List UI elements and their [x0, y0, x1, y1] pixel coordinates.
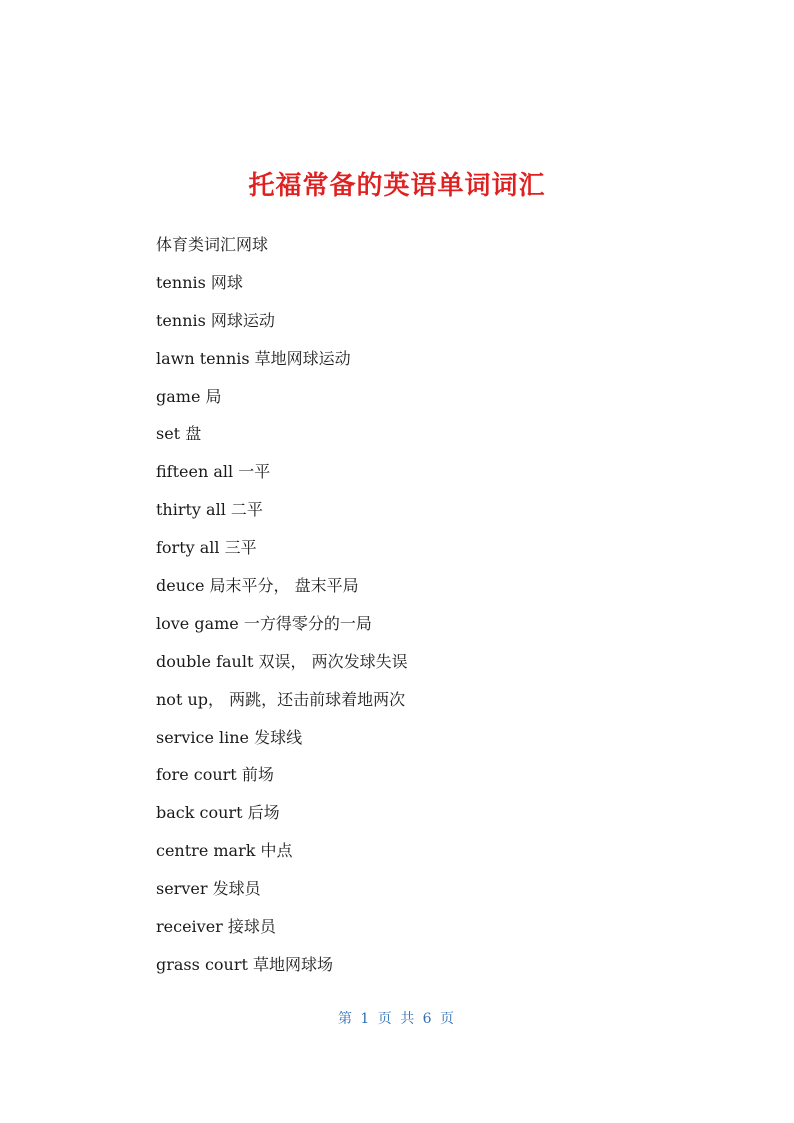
vocabulary-entry: service line 发球线 [156, 727, 303, 747]
vocabulary-entry: double fault 双误， 两次发球失误 [156, 651, 408, 671]
vocabulary-entry: centre mark 中点 [156, 841, 293, 861]
vocabulary-entry: thirty all 二平 [156, 500, 263, 520]
vocabulary-entry: server 发球员 [156, 879, 261, 899]
vocabulary-entry: deuce 局末平分， 盘末平局 [156, 576, 359, 596]
vocabulary-list [156, 231, 408, 989]
vocabulary-entry: back court 后场 [156, 803, 280, 823]
vocabulary-entry: fifteen all 一平 [156, 462, 271, 482]
vocabulary-entry: love game 一方得零分的一局 [156, 613, 372, 633]
vocabulary-entry: lawn tennis 草地网球运动 [156, 348, 351, 368]
vocabulary-entry: tennis 网球运动 [156, 310, 275, 330]
vocabulary-entry: forty all 三平 [156, 538, 257, 558]
vocabulary-entry: set 盘 [156, 424, 202, 444]
vocabulary-entry: 体育类词汇网球 [156, 235, 269, 254]
vocabulary-entry: grass court 草地网球场 [156, 954, 334, 974]
vocabulary-entry: receiver 接球员 [156, 917, 276, 937]
vocabulary-entry: not up， 两跳，还击前球着地两次 [156, 689, 406, 709]
document-title: 托福常备的英语单词词汇 [248, 171, 546, 202]
page-number-footer: 第 1 页 共 6 页 [337, 1011, 457, 1027]
vocabulary-entry: game 局 [156, 386, 222, 406]
vocabulary-entry: fore court 前场 [156, 765, 274, 785]
vocabulary-entry: tennis 网球 [156, 272, 243, 292]
